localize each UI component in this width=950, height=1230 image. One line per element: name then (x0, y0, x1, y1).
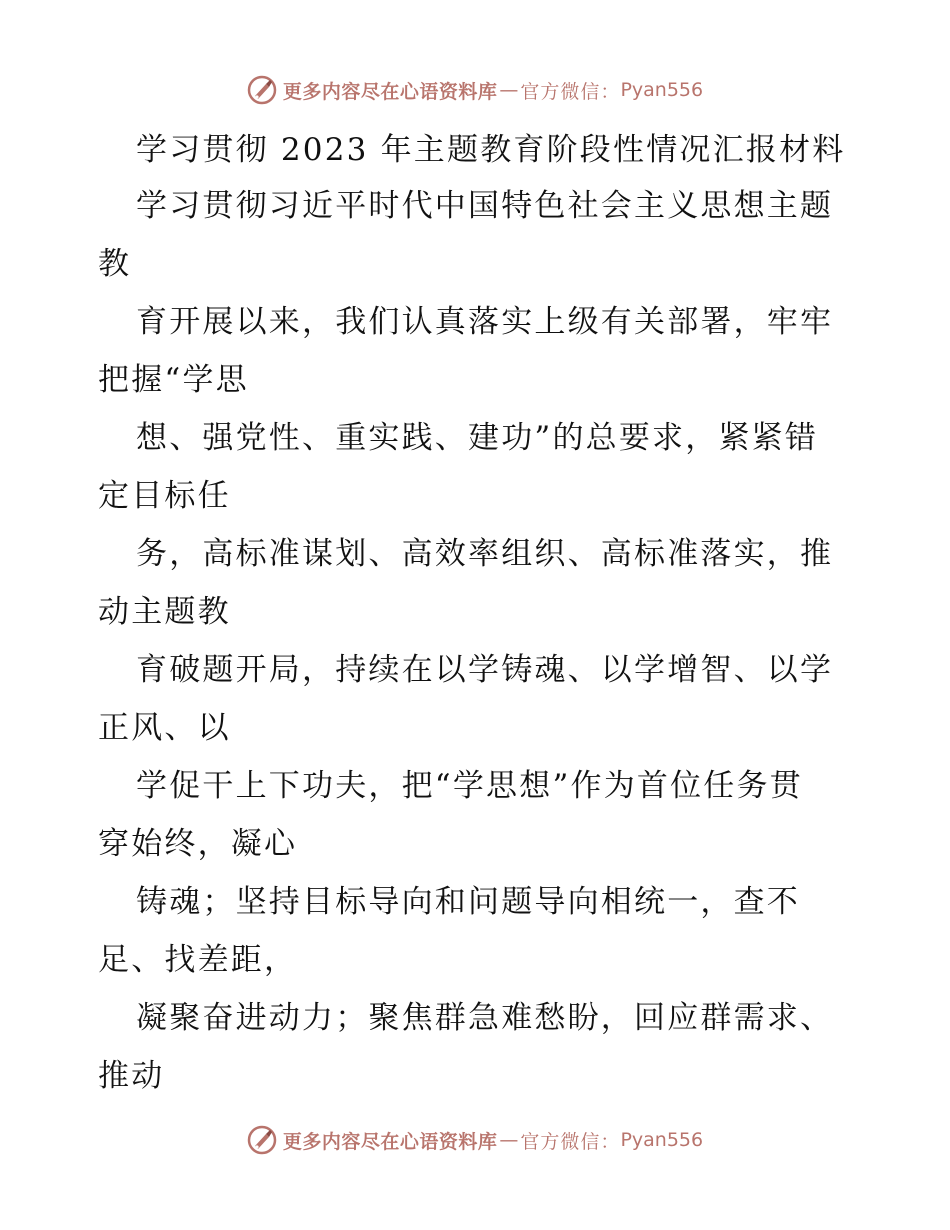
paragraph-line: 足、找差距， (98, 942, 298, 978)
footer-wechat-label: 官方微信： (520, 1130, 621, 1153)
paragraph-line: 教 (98, 246, 132, 282)
header-wechat-label: 官方微信： (520, 80, 621, 103)
footer-banner (0, 1122, 950, 1158)
paragraph-line: 务，高标准谋划、高效率组织、高标准落实，推 (136, 536, 834, 572)
document-title: 学习贯彻 2023 年主题教育阶段性情况汇报材料 (136, 132, 846, 168)
paragraph-line: 穿始终，凝心 (98, 826, 298, 862)
paragraph-line: 想、强党性、重实践、建功”的总要求，紧紧错 (136, 420, 819, 456)
paragraph-line: 育开展以来，我们认真落实上级有关部署，牢牢 (136, 304, 834, 340)
pen-logo-icon (247, 1125, 277, 1155)
paragraph-line: 正风、以 (98, 710, 231, 746)
paragraph-line: 学习贯彻习近平时代中国特色社会主义思想主题 (136, 188, 834, 224)
footer-brand-text: 更多内容尽在心语资料库 (282, 1130, 498, 1153)
paragraph-line: 育破题开局，持续在以学铸魂、以学增智、以学 (136, 652, 834, 688)
paragraph-line: 推动 (98, 1058, 165, 1094)
paragraph-line: 学促干上下功夫，把“学思想”作为首位任务贯 (136, 768, 803, 804)
header-separator: — (499, 79, 519, 101)
header-wechat-id: Pyan556 (620, 79, 704, 101)
header-banner (0, 72, 950, 108)
footer-separator: — (499, 1129, 519, 1151)
pen-logo-icon (247, 75, 277, 105)
footer-wechat-id: Pyan556 (620, 1129, 704, 1151)
header-brand-text: 更多内容尽在心语资料库 (282, 80, 498, 103)
paragraph-line: 把握“学思 (98, 362, 249, 398)
paragraph-line: 凝聚奋进动力；聚焦群急难愁盼，回应群需求、 (136, 1000, 834, 1036)
paragraph-line: 动主题教 (98, 594, 231, 630)
paragraph-line: 铸魂；坚持目标导向和问题导向相统一，查不 (136, 884, 800, 920)
paragraph-line: 定目标任 (98, 478, 231, 514)
